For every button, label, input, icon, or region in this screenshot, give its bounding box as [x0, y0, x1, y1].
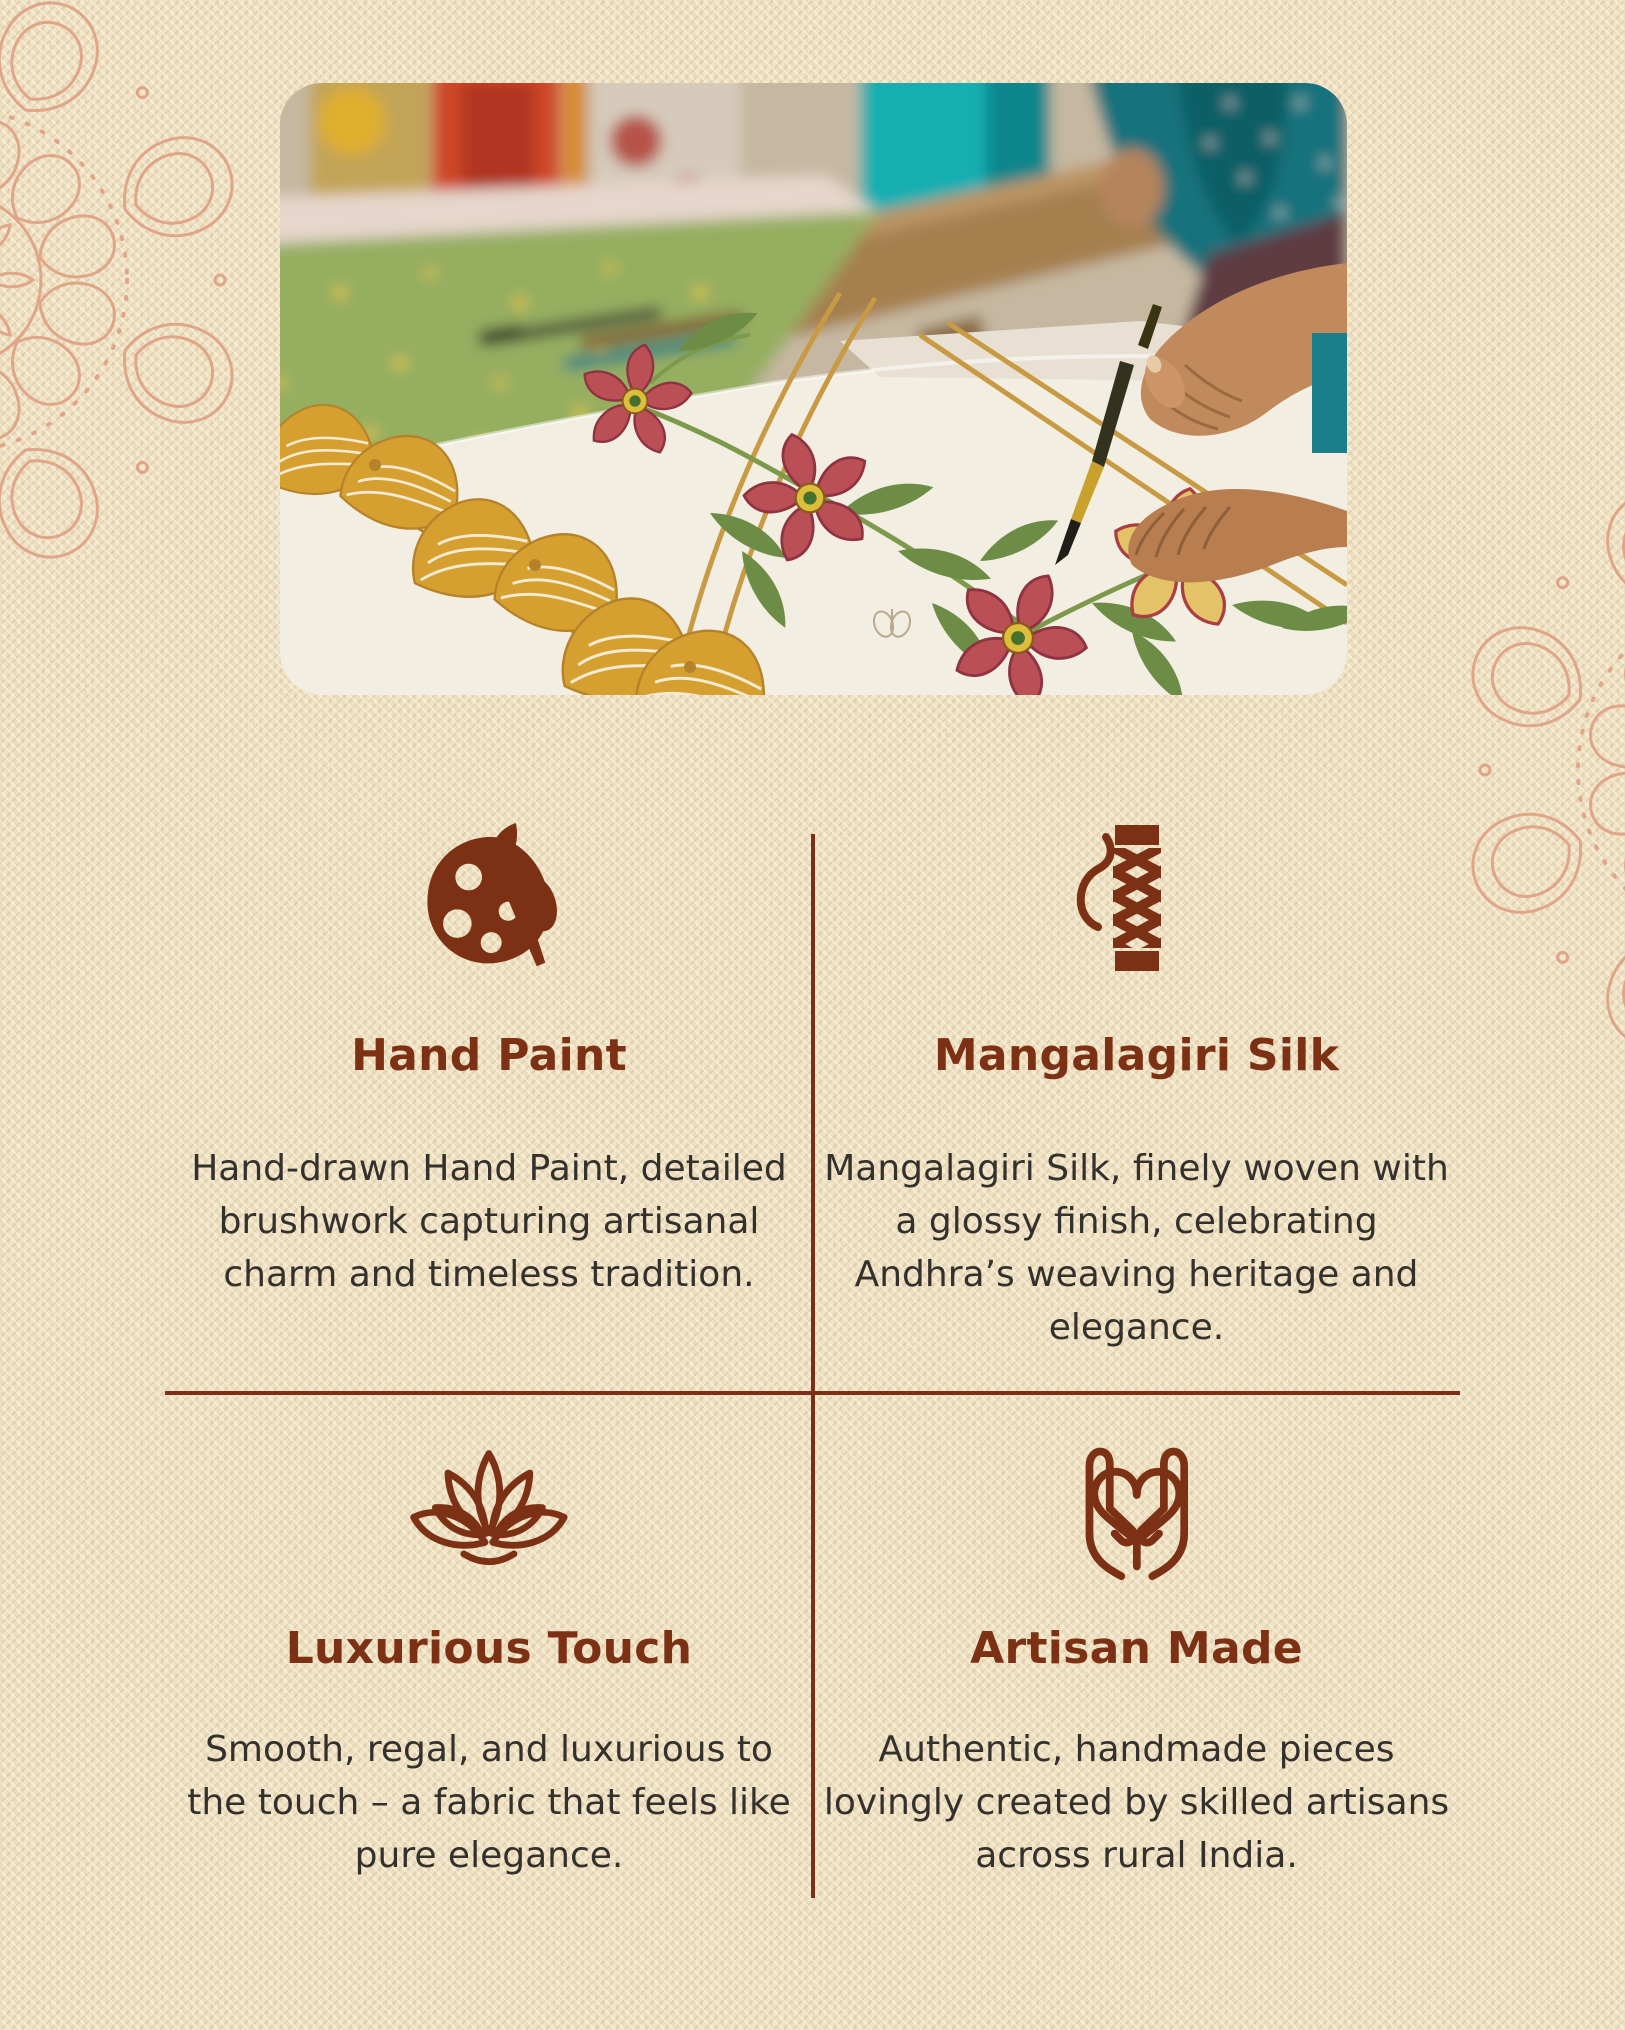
feature-description: Hand-drawn Hand Paint, detailed brushwork capturing artisanal charm and timeless tradition. [191, 1147, 787, 1296]
hands-holding-heart-icon [1045, 1437, 1229, 1582]
grid-divider-horizontal [165, 1391, 1460, 1395]
feature-artisan-made [813, 1437, 1460, 1882]
hero-photo-artisan-painting [280, 83, 1347, 695]
feature-title: Artisan Made [970, 1623, 1303, 1674]
paint-palette-icon [418, 820, 561, 975]
feature-hand-paint [165, 820, 813, 1301]
feature-mangalagiri-silk [813, 820, 1460, 1355]
mandala-ornament-top-left [0, 0, 275, 600]
feature-title: Luxurious Touch [285, 1623, 693, 1674]
artisan-painting-illustration [280, 83, 1347, 695]
feature-title: Hand Paint [351, 1030, 627, 1081]
lotus-icon [402, 1437, 576, 1582]
feature-description: Smooth, regal, and luxurious to the touch – a fabric that feels like pure elegance. [187, 1728, 791, 1877]
feature-luxurious-touch [165, 1437, 813, 1882]
thread-spool-icon [1062, 820, 1212, 975]
feature-description: Authentic, handmade pieces lovingly created by skilled artisans across rural India. [823, 1728, 1450, 1877]
feature-title: Mangalagiri Silk [933, 1030, 1340, 1081]
feature-description: Mangalagiri Silk, finely woven with a glossy finish, celebrating Andhra’s weaving heritage and elegance. [824, 1147, 1449, 1349]
